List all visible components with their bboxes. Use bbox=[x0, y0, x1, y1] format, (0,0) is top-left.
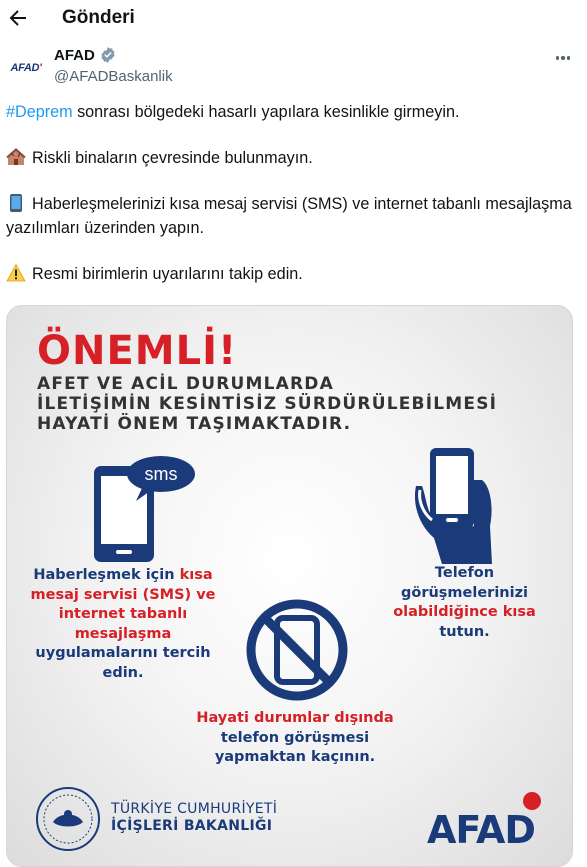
avatar-logo: AFAD' bbox=[10, 62, 42, 74]
post-line-1: sonrası bölgedeki hasarlı yapılara kesinlikle girmeyin. bbox=[72, 103, 460, 121]
post-line-2: Riskli binaların çevresinde bulunmayın. bbox=[32, 149, 313, 167]
more-options-button[interactable] bbox=[551, 48, 575, 68]
hand-holding-phone-icon bbox=[412, 446, 502, 566]
warning-emoji-icon bbox=[6, 263, 26, 283]
phone-sms-icon bbox=[91, 456, 201, 566]
post-line-3: Haberleşmelerinizi kısa mesaj servisi (SMS) ve internet tabanlı mesajlaşma yazılımları üzerinden yapın. bbox=[6, 195, 572, 237]
post-text bbox=[6, 100, 576, 286]
image-title: ÖNEMLİ! bbox=[37, 328, 238, 374]
author-name[interactable]: AFAD bbox=[54, 46, 95, 64]
back-button[interactable] bbox=[6, 6, 30, 30]
post-image[interactable] bbox=[6, 305, 573, 867]
sms-label: sms bbox=[144, 464, 178, 484]
image-subtitle: AFET VE ACİL DURUMLARDA İLETİŞİMİN KESİNTİSİZ SÜRDÜRÜLEBİLMESİ HAYATİ ÖNEM TAŞIMAKTADIR. bbox=[37, 374, 498, 434]
hashtag-link[interactable]: #Deprem bbox=[6, 103, 73, 121]
post-author bbox=[6, 46, 581, 92]
house-emoji-icon bbox=[6, 147, 26, 167]
caption-sms: Haberleşmek için kısa mesaj servisi (SMS) ve internet tabanlı mesajlaşma uygulamalarını tercih edin. bbox=[30, 567, 216, 681]
arrow-left-icon bbox=[6, 6, 30, 30]
author-handle[interactable]: @AFADBaskanlik bbox=[54, 68, 173, 85]
ministry-emblem-icon bbox=[35, 786, 101, 852]
caption-avoid-calls: Hayati durumlar dışında telefon görüşmesi yapmaktan kaçının. bbox=[196, 710, 394, 765]
page-title: Gönderi bbox=[62, 7, 135, 28]
ministry-name: TÜRKİYE CUMHURİYETİ İÇİŞLERİ BAKANLIĞI bbox=[111, 801, 278, 834]
afad-logo: AFAD bbox=[427, 808, 535, 852]
post-line-4: Resmi birimlerin uyarılarını takip edin. bbox=[32, 265, 303, 283]
no-phone-icon bbox=[245, 598, 349, 702]
verified-badge-icon bbox=[99, 46, 117, 64]
top-bar bbox=[0, 0, 587, 38]
mobile-phone-emoji-icon bbox=[6, 193, 26, 213]
more-icon bbox=[556, 56, 560, 60]
caption-short-calls: Telefon görüşmelerinizi olabildiğince kısa tutun. bbox=[393, 565, 536, 640]
avatar[interactable] bbox=[6, 48, 46, 88]
